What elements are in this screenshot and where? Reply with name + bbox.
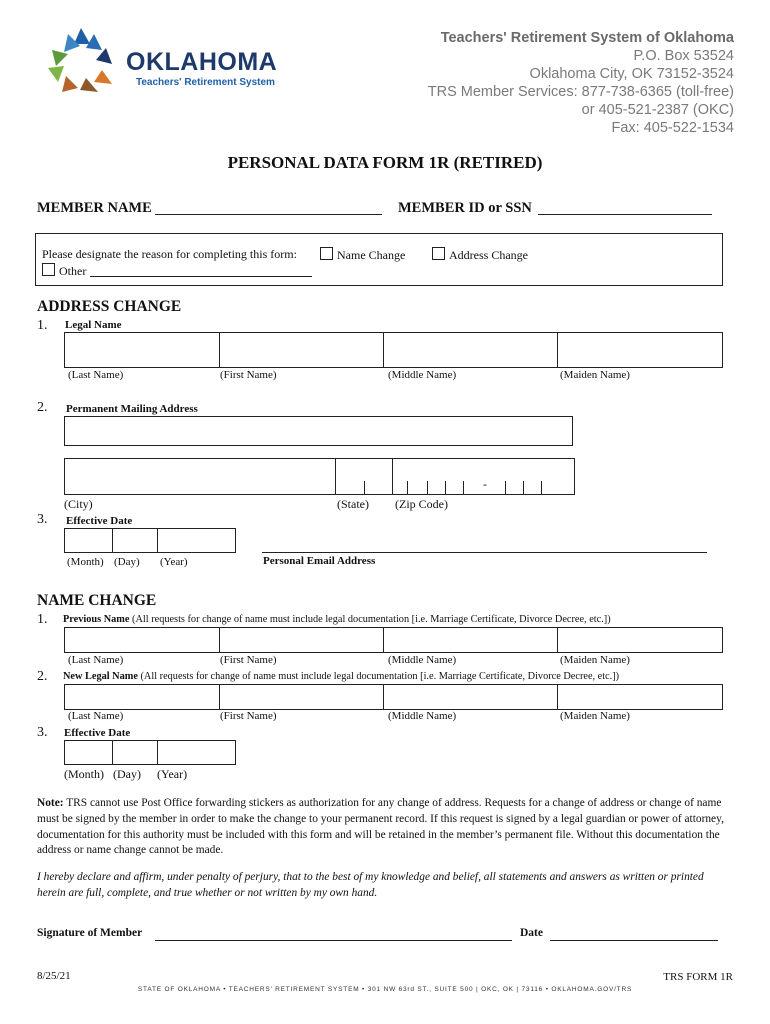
previous-name-title: Previous Name — [63, 614, 130, 625]
maiden-name-field[interactable] — [557, 628, 722, 652]
other-label: Other — [59, 264, 87, 278]
note-paragraph — [37, 796, 727, 859]
name-change-label: Name Change — [337, 248, 406, 262]
maiden-name-field[interactable] — [557, 333, 722, 367]
maiden-name-caption: (Maiden Name) — [560, 369, 630, 381]
first-name-field[interactable] — [219, 333, 383, 367]
day-field[interactable] — [112, 741, 157, 764]
year-caption: (Year) — [157, 767, 188, 781]
star-logo-icon — [46, 26, 116, 96]
last-name-caption: (Last Name) — [68, 710, 124, 722]
maiden-name-field[interactable] — [557, 685, 722, 709]
new-name-note: (All requests for change of name must include legal documentation [i.e. Marriage Certificate, Divorce Decree, etc.]) — [140, 671, 620, 682]
middle-name-field[interactable] — [383, 333, 557, 367]
last-name-caption: (Last Name) — [68, 369, 124, 381]
zip-caption: (Zip Code) — [395, 497, 448, 511]
effective-date-fields — [64, 528, 236, 553]
street-address-field[interactable] — [64, 416, 573, 446]
footer-address: STATE OF OKLAHOMA • TEACHERS’ RETIREMENT SYSTEM • 301 NW 63rd ST., SUITE 500 | OKC, OK | 73116 • OKLAHOMA.GOV/TRS — [137, 986, 633, 993]
name-change-checkbox[interactable] — [320, 247, 333, 260]
previous-name-label — [63, 614, 611, 625]
other-checkbox[interactable] — [42, 263, 55, 276]
address-change-label: Address Change — [449, 248, 528, 262]
day-caption: (Day) — [114, 556, 140, 568]
city-caption: (City) — [64, 497, 93, 511]
mailing-address-label: Permanent Mailing Address — [66, 403, 198, 415]
date-label: Date — [520, 927, 543, 939]
note-label: Note: — [37, 797, 64, 809]
last-name-caption: (Last Name) — [68, 654, 124, 666]
new-name-fields — [64, 684, 723, 710]
middle-name-caption: (Middle Name) — [388, 369, 457, 381]
state-field[interactable] — [335, 458, 393, 495]
middle-name-caption: (Middle Name) — [388, 654, 457, 666]
new-name-label — [63, 671, 619, 682]
header-line: Oklahoma City, OK 73152-3524 — [529, 66, 734, 82]
item-number: 2. — [37, 669, 48, 684]
other-option[interactable] — [42, 263, 86, 279]
note-text: TRS cannot use Post Office forwarding stickers as authorization for any change of address. Requests for a change of address or change of name must be signed by the member in order to make the change to your permanent record. If this request is signed by a legal guardian or power of attorney, documentation for this authority must be included with this form and will be retained in the member’s permanent file. Without this documentation the address or name change cannot be made. — [37, 797, 724, 857]
day-caption: (Day) — [113, 767, 141, 781]
middle-name-caption: (Middle Name) — [388, 710, 457, 722]
first-name-caption: (First Name) — [220, 369, 277, 381]
form-title: PERSONAL DATA FORM 1R (RETIRED) — [227, 153, 543, 172]
first-name-field[interactable] — [219, 685, 383, 709]
address-change-checkbox[interactable] — [432, 247, 445, 260]
reason-prompt: Please designate the reason for completing this form: — [42, 247, 297, 261]
month-field[interactable] — [65, 529, 112, 552]
member-name-label: MEMBER NAME — [37, 200, 152, 216]
signature-field[interactable] — [155, 940, 512, 941]
name-change-option[interactable] — [320, 247, 405, 263]
header-line: Fax: 405-522-1534 — [611, 120, 734, 136]
item-number: 1. — [37, 612, 48, 627]
header-line: P.O. Box 53524 — [633, 48, 734, 64]
previous-name-note: (All requests for change of name must include legal documentation [i.e. Marriage Certificate, Divorce Decree, etc.]) — [132, 614, 611, 625]
effective-date-fields — [64, 740, 236, 765]
effective-date-label: Effective Date — [64, 727, 131, 739]
month-caption: (Month) — [67, 556, 104, 568]
item-number: 1. — [37, 318, 48, 333]
email-label: Personal Email Address — [263, 555, 376, 567]
form-number: TRS FORM 1R — [663, 971, 733, 983]
state-caption: (State) — [337, 497, 369, 511]
address-change-heading: ADDRESS CHANGE — [37, 298, 182, 315]
item-number: 2. — [37, 400, 48, 415]
member-id-field[interactable] — [538, 214, 712, 215]
last-name-field[interactable] — [65, 333, 219, 367]
item-number: 3. — [37, 725, 48, 740]
city-field[interactable] — [64, 458, 336, 495]
legal-name-label: Legal Name — [65, 319, 122, 331]
address-change-option[interactable] — [432, 247, 528, 263]
month-caption: (Month) — [64, 767, 104, 781]
zip-code-field[interactable] — [392, 458, 575, 495]
new-name-title: New Legal Name — [63, 671, 138, 682]
member-id-label: MEMBER ID or SSN — [398, 200, 532, 216]
year-field[interactable] — [157, 741, 235, 764]
trs-logo — [46, 26, 296, 96]
revision-date: 8/25/21 — [37, 970, 71, 982]
first-name-caption: (First Name) — [220, 710, 277, 722]
effective-date-label: Effective Date — [66, 515, 133, 527]
signature-label: Signature of Member — [37, 927, 143, 939]
header-address — [428, 29, 734, 137]
year-caption: (Year) — [160, 556, 188, 568]
maiden-name-caption: (Maiden Name) — [560, 654, 630, 666]
item-number: 3. — [37, 512, 48, 527]
name-change-heading: NAME CHANGE — [37, 592, 157, 609]
zip-dash: - — [483, 477, 487, 491]
header-org: Teachers' Retirement System of Oklahoma — [440, 30, 734, 46]
previous-name-fields — [64, 627, 723, 653]
middle-name-field[interactable] — [383, 685, 557, 709]
logo-subtitle: Teachers' Retirement System — [136, 77, 275, 88]
member-name-field[interactable] — [155, 214, 382, 215]
first-name-field[interactable] — [219, 628, 383, 652]
year-field[interactable] — [157, 529, 235, 552]
date-field[interactable] — [550, 940, 718, 941]
last-name-field[interactable] — [65, 628, 219, 652]
declaration: I hereby declare and affirm, under penalty of perjury, that to the best of my knowledge and belief, all statements and answers as written or printed herein are full, complete, and true whether or not written by my own hand. — [37, 871, 704, 899]
maiden-name-caption: (Maiden Name) — [560, 710, 630, 722]
day-field[interactable] — [112, 529, 157, 552]
first-name-caption: (First Name) — [220, 654, 277, 666]
header-line: TRS Member Services: 877-738-6365 (toll-free) — [427, 84, 734, 100]
reason-box — [35, 233, 723, 286]
legal-name-fields — [64, 332, 723, 368]
logo-wordmark: OKLAHOMA — [126, 48, 278, 76]
email-field[interactable] — [262, 552, 707, 553]
middle-name-field[interactable] — [383, 628, 557, 652]
header-line: or 405-521-2387 (OKC) — [581, 102, 734, 118]
last-name-field[interactable] — [65, 685, 219, 709]
other-field[interactable] — [90, 276, 312, 277]
month-field[interactable] — [65, 741, 112, 764]
